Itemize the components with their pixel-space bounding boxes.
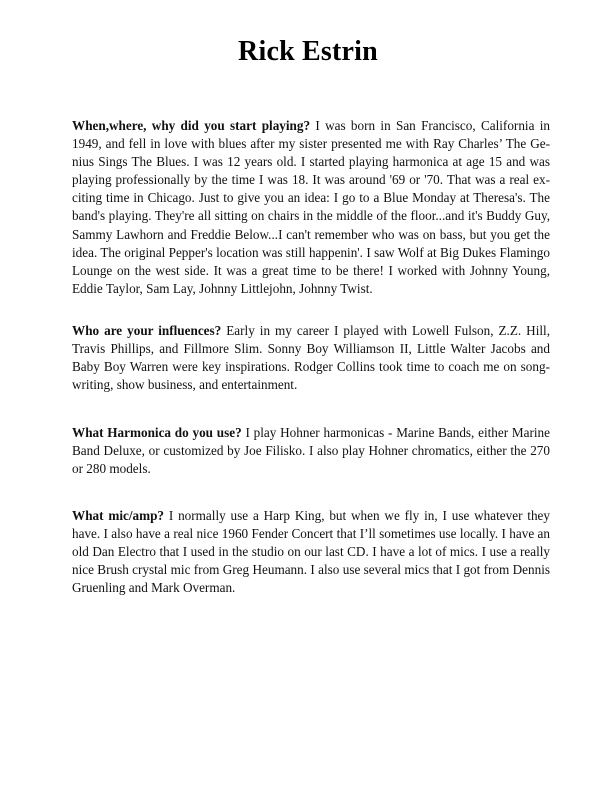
answer-text: I normally use a Harp King, but when we fly in, I use whatever they have. I also have a real nice 1960 Fender Concert that I’ll sometimes use locally. I have an old Dan Electro that I used in the studio on our last CD. I have a lot of mics. I use a really nice Brush crystal mic from Greg Heumann. I also use several mics that I got from Dennis Gruenling and Mark Overman. (72, 508, 551, 596)
page-title: Rick Estrin (238, 36, 378, 67)
question-label: When,where, why did you start playing? (72, 118, 311, 133)
answer-text: I play Hohner harmonicas - Marine Bands, either Marine Band Deluxe, or customized by Joe Filisko. I also play Hohner chromatics, either the 270 or 280 models. (72, 425, 550, 477)
question-label: What mic/amp? (72, 508, 165, 523)
answer-text: Early in my career I played with Lowell Fulson, Z.Z. Hill, Travis Phillips, and Fillmore Slim. Sonny Boy Williamson II, Little Walter Jacobs and Baby Boy Warren were key inspirations. Rodger Collins took time to coach me on songwriting, show business, and entertainment. (72, 323, 550, 393)
qa-section-harmonica (72, 424, 550, 478)
answer-text: I was born in San Francisco, California in 1949, and fell in love with blues after my sister presented me with Ray Charles’ The Genius Sings The Blues. I was 12 years old. I started playing harmonica at age 15 and was playing professionally by the time I was 18. It was around '69 or '70. That was a real exciting time in Chicago. Just to give you an idea: I go to a Blue Monday at Theresa's. The band's playing. They're all sitting on chairs in the middle of the floor...and it's Buddy Guy, Sammy Lawhorn and Freddie Below...I can't remember who was on bass, but you get the idea. The original Pepper's location was still happenin'. I saw Wolf at Big Dukes Flamingo Lounge on the west side. It was a great time to be there! I worked with Johnny Young, Eddie Taylor, Sam Lay, Johnny Littlejohn, Johnny Twist. (72, 118, 550, 296)
question-label: Who are your influences? (72, 323, 222, 338)
qa-section-start-playing (72, 117, 550, 298)
question-label: What Harmonica do you use? (72, 425, 242, 440)
qa-section-influences (72, 322, 550, 394)
qa-section-mic-amp (72, 507, 550, 597)
